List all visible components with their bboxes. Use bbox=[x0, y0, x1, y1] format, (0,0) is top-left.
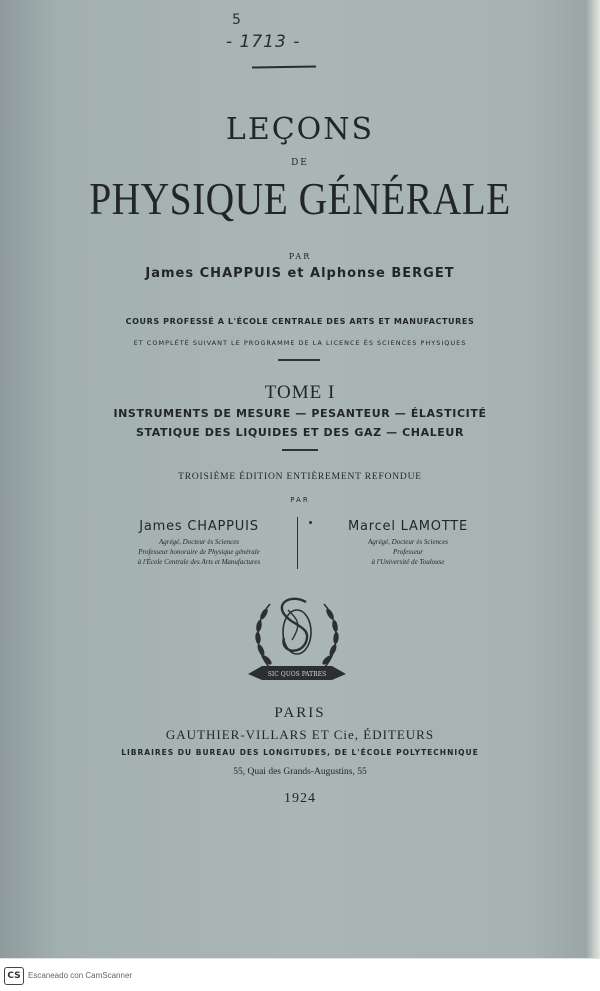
publisher-name: GAUTHIER-VILLARS ET Cie, ÉDITEURS bbox=[165, 727, 435, 742]
publisher-emblem bbox=[240, 580, 354, 694]
by-label: PAR bbox=[288, 252, 312, 261]
authors: James CHAPPUIS et Alphonse BERGET bbox=[145, 266, 455, 281]
edition-text: TROISIÈME ÉDITION ENTIÈREMENT REFONDUE bbox=[178, 472, 422, 482]
handwritten-underline bbox=[252, 65, 316, 68]
divider-rule bbox=[282, 449, 318, 451]
publisher-address: 55, Quai des Grands-Augustins, 55 bbox=[233, 767, 367, 777]
scanner-footer bbox=[0, 958, 600, 991]
emblem-motto: SIC QUOS PATRES bbox=[267, 671, 327, 678]
publisher-city: PARIS bbox=[274, 705, 326, 721]
reviser-credential: à l'École Centrale des Arts et Manufactures bbox=[137, 558, 261, 566]
title-line2: PHYSIQUE GÉNÉRALE bbox=[89, 173, 511, 224]
reviser-credential: Professeur honoraire de Physique générale bbox=[138, 548, 260, 556]
reviser-left bbox=[88, 519, 310, 567]
column-separator bbox=[297, 517, 298, 569]
title-de: DE bbox=[291, 158, 309, 168]
scanner-caption: Escaneado con CamScanner bbox=[28, 971, 133, 980]
course-line2: ET COMPLÉTÉ SUIVANT LE PROGRAMME DE LA LICENCE ÈS SCIENCES PHYSIQUES bbox=[133, 339, 467, 347]
reviser-credential: Professeur bbox=[392, 548, 424, 556]
reviser-credential: Agrégé, Docteur ès Sciences bbox=[367, 538, 449, 546]
reviser-name: James CHAPPUIS bbox=[139, 519, 259, 534]
volume-subject2: STATIQUE DES LIQUIDES ET DES GAZ — CHALEUR bbox=[135, 426, 465, 439]
publication-year: 1924 bbox=[284, 791, 316, 806]
title-line1: LEÇONS bbox=[225, 112, 375, 147]
reviser-right bbox=[318, 519, 498, 567]
reviser-credential: à l'Université de Toulouse bbox=[371, 558, 445, 566]
publisher-line: LIBRAIRES DU BUREAU DES LONGITUDES, DE L'ÉCOLE POLYTECHNIQUE bbox=[121, 748, 479, 757]
separator-dot bbox=[309, 521, 312, 524]
handwritten-mark: 5 bbox=[232, 12, 241, 28]
edition-by-label: PAR bbox=[290, 496, 310, 504]
divider-rule bbox=[278, 359, 320, 361]
handwritten-number: - 1713 - bbox=[226, 32, 301, 52]
volume-title: TOME I bbox=[264, 382, 336, 403]
reviser-credential: Agrégé, Docteur ès Sciences bbox=[158, 538, 240, 546]
reviser-name: Marcel LAMOTTE bbox=[347, 519, 469, 534]
camscanner-logo-icon: CS bbox=[4, 967, 24, 985]
volume-subject1: INSTRUMENTS DE MESURE — PESANTEUR — ÉLASTICITÉ bbox=[113, 407, 487, 420]
course-line1: COURS PROFESSÉ A L'ÉCOLE CENTRALE DES ARTS ET MANUFACTURES bbox=[125, 317, 475, 326]
